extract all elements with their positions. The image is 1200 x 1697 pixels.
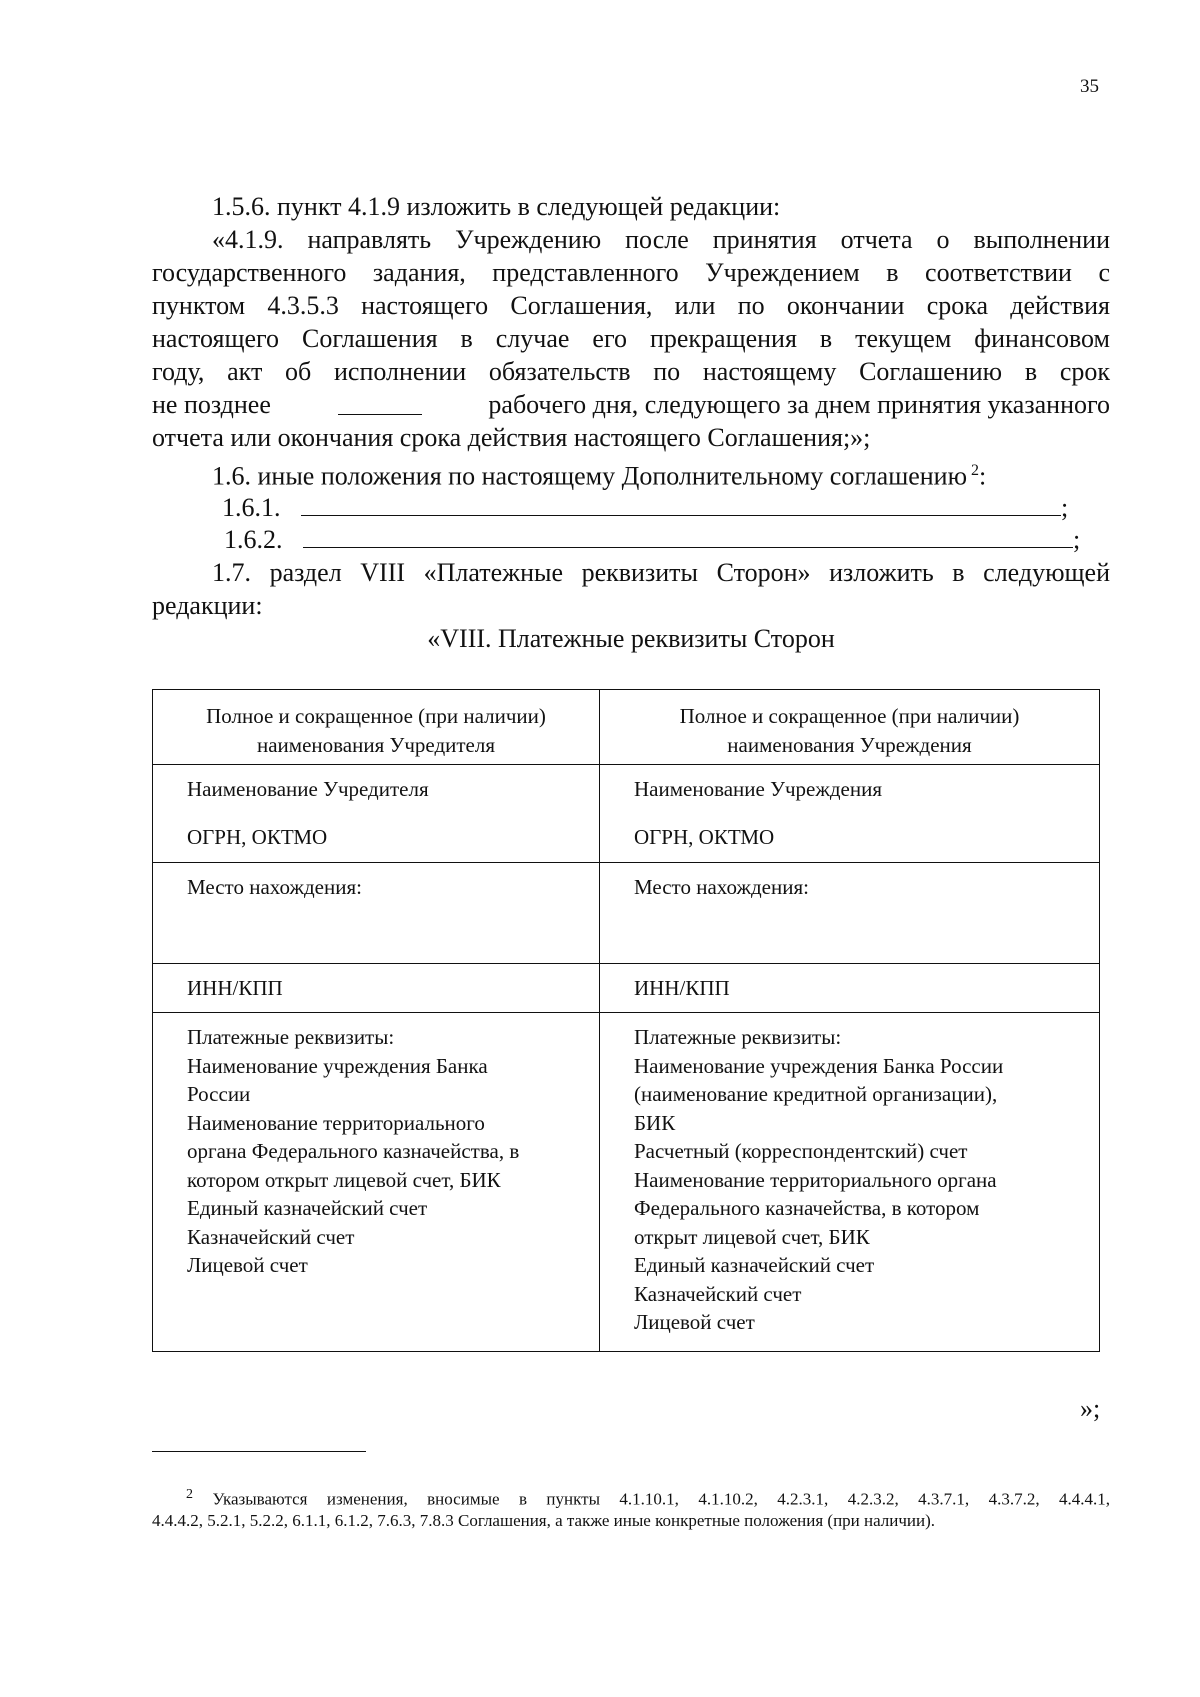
payment-line: (наименование кредитной организации), (634, 1082, 998, 1106)
para-line: пунктом 4.3.5.3 настоящего Соглашения, или по окончании срока действия (152, 291, 1110, 320)
para-line (152, 388, 1110, 421)
header-line: Полное и сокращенное (при наличии) (206, 704, 546, 728)
payment-line: БИК (634, 1110, 676, 1135)
payment-line: Казначейский счет (634, 1281, 802, 1306)
item-end: ; (1061, 493, 1069, 522)
para-line: настоящего Соглашения в случае его прекращения в текущем финансовом (152, 324, 1110, 353)
para-line-end: рабочего дня, следующего за днем принятия указанного (488, 390, 1110, 419)
payment-line: России (187, 1082, 251, 1106)
closing-quote: »; (1080, 1394, 1101, 1423)
footnote-number: 2 (186, 1487, 193, 1502)
payment-line: Единый казначейский счет (634, 1253, 875, 1277)
para-1-6-colon: : (979, 461, 987, 491)
institution-inn-label: ИНН/КПП (634, 976, 730, 1000)
payment-line: Платежные реквизиты: (187, 1025, 395, 1049)
payment-line: Лицевой счет (634, 1310, 755, 1334)
item-1-6-2 (152, 521, 1092, 556)
payment-line: Платежные реквизиты: (634, 1025, 842, 1049)
payment-line: Наименование учреждения Банка (187, 1053, 488, 1078)
footnote-line: 4.4.4.2, 5.2.1, 5.2.2, 6.1.1, 6.1.2, 7.6.3, 7.8.3 Соглашения, а также иные конкретные положения (при наличии). (152, 1511, 936, 1530)
table-row (153, 863, 1100, 964)
founder-address-label: Место нахождения: (187, 875, 362, 899)
item-number: 1.6.2. (224, 525, 283, 554)
payment-line: Наименование территориального (187, 1110, 485, 1135)
header-founder (153, 690, 600, 765)
blank-line-field (303, 521, 1073, 548)
paragraph-1-5-6: 1.5.6. пункт 4.1.9 изложить в следующей редакции: (212, 192, 781, 221)
table-row (153, 1013, 1100, 1352)
institution-payment-cell (600, 1013, 1100, 1352)
para-line: государственного задания, представленного Учреждением в соответствии с (152, 258, 1110, 287)
para-line: году, акт об исполнении обязательств по настоящему Соглашению в срок (152, 357, 1110, 386)
footnote-ref (967, 462, 979, 479)
payment-line: Расчетный (корреспондентский) счет (634, 1139, 968, 1163)
payment-line: Наименование учреждения Банка России (634, 1053, 1004, 1078)
header-line: наименования Учредителя (256, 732, 496, 757)
institution-name: Наименование Учреждения (634, 777, 882, 801)
item-end: ; (1073, 525, 1081, 554)
item-1-6-1 (152, 489, 1082, 524)
footnote-ref-number: 2 (971, 462, 980, 479)
payment-details-table (152, 689, 1100, 1352)
paragraph-1-7: 1.7. раздел VIII «Платежные реквизиты Сторон» изложить в следующей (212, 558, 1110, 587)
founder-name: Наименование Учредителя (187, 777, 429, 801)
para-line: «4.1.9. направлять Учреждению после принятия отчета о выполнении (212, 225, 1110, 254)
section-heading: «VIII. Платежные реквизиты Сторон (427, 624, 835, 653)
founder-name-cell (153, 765, 600, 863)
paragraph-1-7-cont: редакции: (152, 591, 263, 620)
footnote-divider (152, 1451, 366, 1452)
institution-ogrn: ОГРН, ОКТМО (634, 825, 775, 849)
blank-days-field (338, 388, 422, 415)
founder-inn-cell (153, 964, 600, 1013)
para-1-6-text: 1.6. иные положения по настоящему Дополнительному соглашению (212, 461, 968, 491)
header-line: наименования Учреждения (727, 732, 972, 757)
table-row (153, 765, 1100, 863)
payment-line: органа Федерального казначейства, в (187, 1139, 520, 1163)
footnote-text: Указываются изменения, вносимые в пункты 4.1.10.1, 4.1.10.2, 4.2.3.1, 4.2.3.2, 4.3.7.1, 4.3.7.2, 4.4.4.1, (212, 1489, 1110, 1509)
payment-line: Федерального казначейства, в котором (634, 1196, 980, 1220)
founder-address-cell (153, 863, 600, 964)
header-institution (600, 690, 1100, 765)
payment-line: котором открыт лицевой счет, БИК (187, 1167, 501, 1192)
item-number: 1.6.1. (222, 493, 281, 522)
payment-line: Наименование территориального органа (634, 1167, 997, 1192)
institution-address-label: Место нахождения: (634, 875, 809, 899)
payment-line: Казначейский счет (187, 1224, 355, 1249)
table-row (153, 964, 1100, 1013)
payment-line: Единый казначейский счет (187, 1196, 428, 1220)
para-line-start: не позднее (152, 390, 271, 419)
blank-line-field (301, 489, 1061, 516)
payment-line: Лицевой счет (187, 1253, 308, 1277)
institution-inn-cell (600, 964, 1100, 1013)
table-header-row (153, 690, 1100, 765)
paragraph-1-6 (152, 454, 1110, 493)
founder-inn-label: ИНН/КПП (187, 976, 283, 1000)
payment-line: открыт лицевой счет, БИК (634, 1224, 870, 1249)
institution-address-cell (600, 863, 1100, 964)
founder-payment-cell (153, 1013, 600, 1352)
header-line: Полное и сокращенное (при наличии) (679, 704, 1020, 728)
institution-name-cell (600, 765, 1100, 863)
page-number: 35 (1080, 76, 1099, 97)
para-line: отчета или окончания срока действия настоящего Соглашения;»; (152, 423, 871, 452)
founder-ogrn: ОГРН, ОКТМО (187, 825, 328, 849)
